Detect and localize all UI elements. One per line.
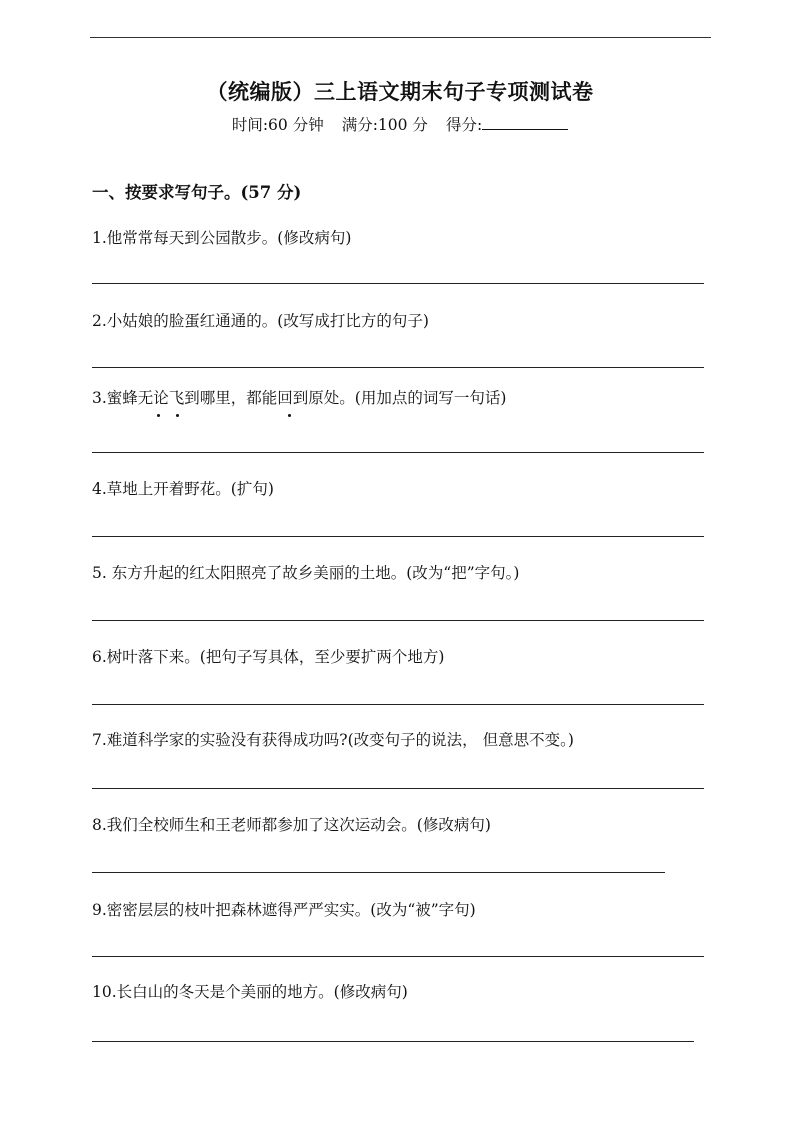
answer-line-1[interactable] (92, 283, 704, 284)
emphasis-dot (288, 414, 291, 417)
answer-line-7[interactable] (92, 788, 704, 789)
answer-line-6[interactable] (92, 704, 704, 705)
answer-line-4[interactable] (92, 536, 704, 537)
question-8: 8.我们全校师生和王老师都参加了这次运动会。(修改病句) (92, 816, 491, 834)
answer-line-9[interactable] (92, 956, 704, 957)
question-2: 2.小姑娘的脸蛋红通通的。(改写成打比方的句子) (92, 312, 429, 330)
emphasis-dot (176, 414, 179, 417)
question-7: 7.难道科学家的实验没有获得成功吗?(改变句子的说法， 但意思不变。) (92, 731, 574, 749)
answer-line-10[interactable] (92, 1041, 694, 1042)
answer-line-8[interactable] (92, 872, 665, 873)
question-1: 1.他常常每天到公园散步。(修改病句) (92, 229, 352, 247)
question-3: 3.蜜蜂无论飞到哪里，都能回到原处。(用加点的词写一句话) (92, 389, 507, 407)
question-5: 5. 东方升起的红太阳照亮了故乡美丽的土地。(改为“把”字句。) (92, 564, 520, 582)
score-blank[interactable] (482, 115, 568, 130)
exam-meta (0, 113, 800, 137)
question-9: 9.密密层层的枝叶把森林遮得严严实实。(改为“被”字句) (92, 901, 476, 919)
full-score: 满分:100 分 (341, 116, 428, 134)
answer-line-3[interactable] (92, 452, 704, 453)
section-heading: 一、按要求写句子。(57 分) (92, 183, 302, 202)
question-6: 6.树叶落下来。(把句子写具体，至少要扩两个地方) (92, 648, 445, 666)
emphasis-dot (157, 414, 160, 417)
page-title: （统编版）三上语文期末句子专项测试卷 (206, 79, 594, 104)
time-limit: 时间:60 分钟 (231, 116, 324, 134)
top-rule (90, 37, 711, 38)
question-4: 4.草地上开着野花。(扩句) (92, 480, 274, 498)
question-10: 10.长白山的冬天是个美丽的地方。(修改病句) (92, 983, 408, 1001)
score-label: 得分: (445, 116, 483, 134)
answer-line-2[interactable] (92, 367, 704, 368)
answer-line-5[interactable] (92, 620, 704, 621)
